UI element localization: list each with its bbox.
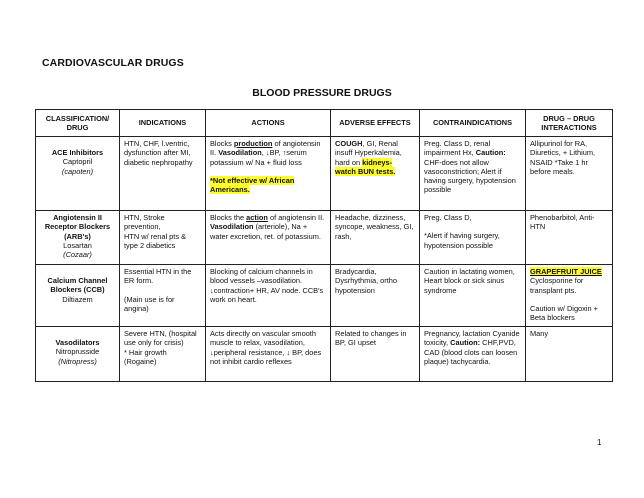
contra-text: *Alert if having surgery, hypotension possible	[424, 231, 500, 250]
contra-text: CHF-does not allow vasoconstriction; Alert if having surgery, hypotension possible	[424, 157, 516, 195]
adverse-effects-cell: Bradycardia, Dysrhythmia, ortho hypotension	[331, 265, 420, 327]
drug-class-name: ACE Inhibitors	[51, 148, 104, 157]
contraindications-cell	[420, 137, 526, 211]
adverse-text: , GI, Renal insuff	[335, 139, 398, 158]
classification-cell	[36, 137, 120, 211]
actions-emphasis: action	[246, 213, 268, 222]
actions-highlight-note: *Not effective w/ African Americans.	[210, 175, 295, 195]
actions-text: Blocks	[210, 139, 234, 148]
brand-name: (capoten)	[61, 166, 94, 176]
actions-text: , ↓BP, ↑serum potassium w/ Na + fluid loss	[210, 148, 307, 167]
indications-text: Essential HTN in the ER form.	[124, 267, 192, 286]
adverse-highlight: kidneys- watch BUN tests.	[335, 157, 396, 176]
table-row	[36, 327, 613, 382]
contra-text: CHF,PVD, CAD (blood clots can loosen plaque) tachycardia.	[424, 338, 518, 366]
adverse-effects-cell: Related to changes in BP, GI upset	[331, 327, 420, 382]
drug-class-name: Angiotensin II	[53, 213, 102, 222]
adverse-effects-cell	[331, 137, 420, 211]
interactions-cell	[526, 265, 613, 327]
header-actions: ACTIONS	[206, 110, 331, 137]
document-title: CARDIOVASCULAR DRUGS	[42, 57, 184, 69]
indications-text: Severe HTN, (hospital use only for crisis)	[124, 329, 197, 348]
generic-name: Captopril	[62, 157, 93, 167]
actions-bold: Vasodilation	[210, 222, 254, 232]
classification-cell	[36, 265, 120, 327]
interactions-cell: Many	[526, 327, 613, 382]
indications-text: (Main use is for angina)	[124, 294, 175, 313]
classification-cell	[36, 327, 120, 382]
generic-name: Losartan	[63, 240, 92, 250]
adverse-text: Hyperkalemia, hard on	[335, 148, 402, 167]
interactions-cell: Phenobarbitol, Anti-HTN	[526, 211, 613, 265]
drug-class-name: Vasodilators	[55, 338, 100, 347]
contra-text: Preg. Class D, renal impairment Hx,	[424, 139, 491, 158]
contra-text: Preg. Class D,	[424, 213, 472, 222]
classification-cell	[36, 211, 120, 265]
drug-class-name: Calcium Channel	[47, 276, 108, 285]
table-row	[36, 265, 613, 327]
actions-text: (arteriole), Na + water excretion, ret. of potassium.	[210, 222, 321, 241]
brand-name: (Nitropress)	[58, 356, 97, 366]
drug-class-name: Receptor Blockers	[44, 222, 111, 232]
contra-bold: Caution:	[475, 148, 506, 158]
header-adverse-effects: ADVERSE EFFECTS	[331, 110, 420, 137]
actions-cell: Acts directly on vascular smooth muscle to relax, vasodilation, ↓peripheral resistance, ↓ BP, does not inhibit cardio reflexes	[206, 327, 331, 382]
actions-text: Blocks the	[210, 213, 247, 222]
header-interactions-line1: DRUG – DRUG	[543, 113, 595, 123]
interactions-cell: Allipurinol for RA, Diuretics, + Lithium, NSAID *Take 1 hr before meals.	[526, 137, 613, 211]
interactions-text: Cyclosporine for transplant pts.	[530, 276, 584, 295]
indications-cell	[120, 211, 206, 265]
drug-class-name: Blockers (CCB)	[50, 285, 105, 295]
indications-cell	[120, 327, 206, 382]
header-classification	[36, 110, 120, 137]
header-interactions	[526, 110, 613, 137]
actions-text: of angiotensin II.	[210, 139, 321, 158]
adverse-effects-cell: Headache, dizziness, syncope, weakness, GI, rash,	[331, 211, 420, 265]
contraindications-cell: Caution in lactating women, Heart block or sick sinus syndrome	[420, 265, 526, 327]
indications-cell: HTN, CHF, l.ventric, dysfunction after MI, diabetic nephropathy	[120, 137, 206, 211]
contra-text: Pregnancy, lactation Cyanide toxicity,	[424, 329, 520, 348]
header-contraindications: CONTRAINDICATIONS	[420, 110, 526, 137]
header-classification-line1: CLASSIFICATION/	[45, 113, 110, 123]
actions-bold: Vasodilation	[218, 148, 262, 158]
actions-cell: Blocking of calcium channels in blood vessels –vasodilation. ↓contraction+ HR, AV node. CCB's work on heart.	[206, 265, 331, 327]
actions-emphasis: production	[233, 139, 273, 148]
generic-name: Nitroprusside	[55, 347, 100, 357]
actions-cell	[206, 211, 331, 265]
actions-text: of angiotensin II.	[267, 213, 325, 222]
header-interactions-line2: INTERACTIONS	[541, 123, 597, 132]
table-row	[36, 211, 613, 265]
drug-table	[35, 109, 613, 382]
indications-text: HTN w/ renal pts & type 2 diabetics	[124, 231, 187, 250]
contra-bold: Caution:	[450, 338, 481, 348]
actions-cell	[206, 137, 331, 211]
page-number: 1	[597, 438, 602, 447]
adverse-bold: COUGH	[335, 139, 363, 148]
section-title: BLOOD PRESSURE DRUGS	[252, 87, 392, 99]
interactions-text: Caution w/ Digoxin + Beta blockers	[530, 303, 598, 323]
generic-name: Diltiazem	[62, 294, 93, 304]
interactions-highlight: GRAPEFRUIT JUICE	[530, 267, 602, 276]
drug-class-name: (ARB's)	[64, 231, 91, 241]
brand-name: (Cozaar)	[63, 250, 92, 260]
indications-text: HTN, Stroke prevention,	[124, 213, 165, 232]
header-row	[36, 110, 613, 137]
header-indications: INDICATIONS	[120, 110, 206, 137]
indications-text: * Hair growth (Rogaine)	[124, 347, 167, 366]
indications-cell	[120, 265, 206, 327]
contraindications-cell	[420, 211, 526, 265]
table-row	[36, 137, 613, 211]
header-classification-line2: DRUG	[66, 123, 89, 132]
contraindications-cell	[420, 327, 526, 382]
